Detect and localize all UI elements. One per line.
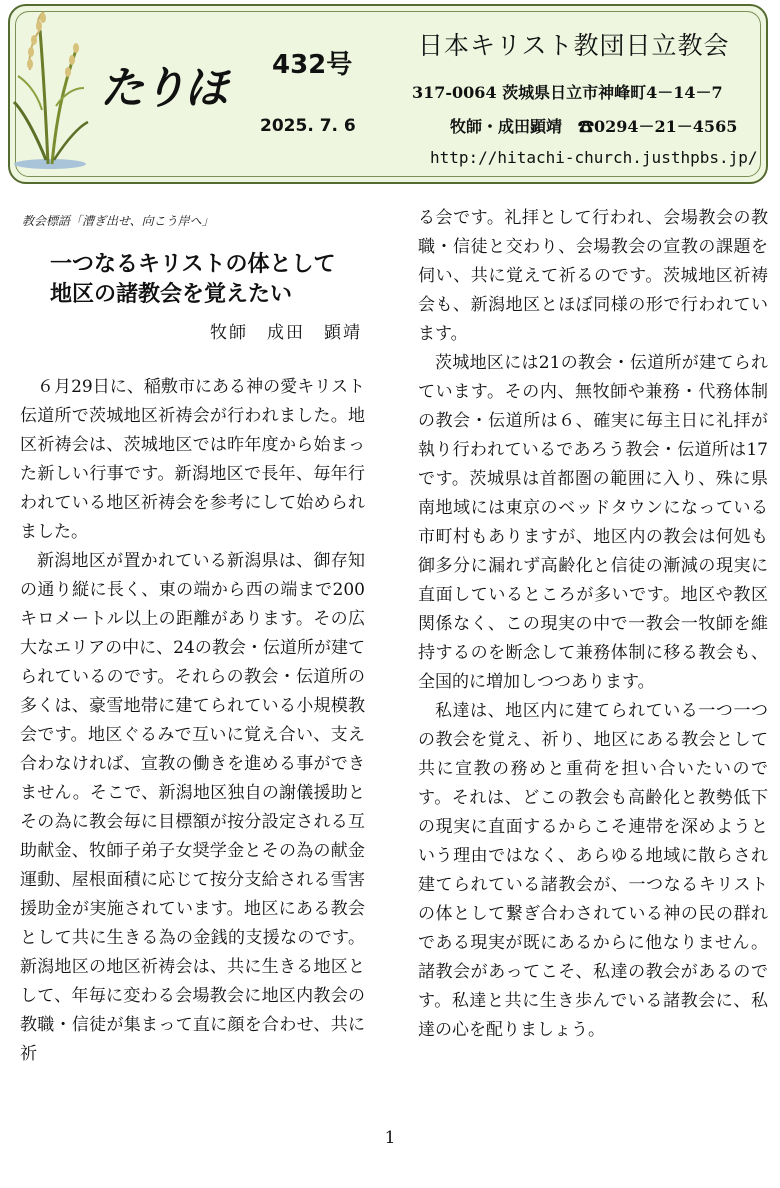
paragraph-2-continued: る会です。礼拝として行われ、会場教会の教職・信徒と交わり、会場教会の宣教の課題を伺い、共に覚えて祈るのです。茨城地区祈祷会も、新潟地区とほぼ同様の形で行われています。 [418, 208, 768, 344]
article-column-left [20, 373, 365, 1069]
church-motto: 教会標語「漕ぎ出せ、向こう岸へ」 [22, 214, 214, 228]
church-website: http://hitachi-church.justhpbs.jp/ [430, 148, 758, 167]
article-title [50, 250, 336, 310]
title-line-1: 一つなるキリストの体として [50, 252, 336, 277]
issue-date: 2025. 7. 6 [260, 116, 356, 136]
page-number: 1 [384, 1128, 396, 1148]
paragraph-4: 私達は、地区内に建てられている一つ一つの教会を覚え、祈り、地区にある教会として共に宣教の務めと重荷を担い合いたいのです。それは、どこの教会も高齢化と教勢低下の現実に直面するからこそ連帯を深めようという理由ではなく、あらゆる地域に散らされ建てられている諸教会が、一つなるキリストの体として繋ぎ合わされている神の民の群れである現実が既にあるからに他なりません。諸教会があってこそ、私達の教会があるのです。私達と共に生き歩んでいる諸教会に、私達の心を配りましょう。 [418, 701, 768, 1040]
issue-number: 432号 [272, 50, 353, 80]
article-column-right [418, 204, 768, 1045]
newsletter-title: たりほ [100, 63, 226, 114]
paragraph-2: 新潟地区が置かれている新潟県は、御存知の通り縦に長く、東の端から西の端まで200キロメートル以上の距離があります。その広大なエリアの中に、24の教会・伝道所が建てられているのです。それらの教会・伝道所の多くは、豪雪地帯に建てられている小規模教会です。地区ぐるみで互いに覚え合い、支え合わなければ、宣教の働きを進める事ができません。そこで、新潟地区独自の謝儀援助とその為に教会毎に目標額が按分設定される互助献金、牧師子弟子女奨学金とその為の献金運動、屋根面積に応じて按分支給される雪害援助金が実施されています。地区にある教会として共に生きる為の金銭的支援なのです。新潟地区の地区祈祷会は、共に生きる地区として、年毎に変わる会場教会に地区内教会の教職・信徒が集まって直に顔を合わせ、共に祈 [20, 551, 365, 1064]
paragraph-1: ６月29日に、稲敷市にある神の愛キリスト伝道所で茨城地区祈祷会が行われました。地区祈祷会は、茨城地区では昨年度から始まった新しい行事です。新潟地区で長年、毎年行われている地区祈祷会を参考にして始められました。 [20, 377, 365, 542]
pastor-phone: 牧師・成田顕靖 ☎0294－21－4565 [450, 117, 738, 136]
title-line-2: 地区の諸教会を覚えたい [50, 282, 293, 307]
paragraph-3: 茨城地区には21の教会・伝道所が建てられています。その内、無牧師や兼務・代務体制の教会・伝道所は６、確実に毎主日に礼拝が執り行われているであろう教会・伝道所は17です。茨城県は首都圏の範囲に入り、殊に県南地域には東京のベッドタウンになっている市町村もありますが、地区内の教会は何処も御多分に漏れず高齢化と信徒の漸減の現実に直面しているところが多いです。地区や教区関係なく、この現実の中で一教会一牧師を維持するのを断念して兼務体制に移る教会も、全国的に増加しつつあります。 [418, 353, 768, 692]
rice-plant-icon [10, 10, 92, 170]
article-author: 牧師 成田 顕靖 [210, 323, 362, 343]
church-name: 日本キリスト教団日立教会 [418, 31, 730, 60]
church-address: 317-0064 茨城県日立市神峰町4－14－7 [412, 83, 723, 102]
